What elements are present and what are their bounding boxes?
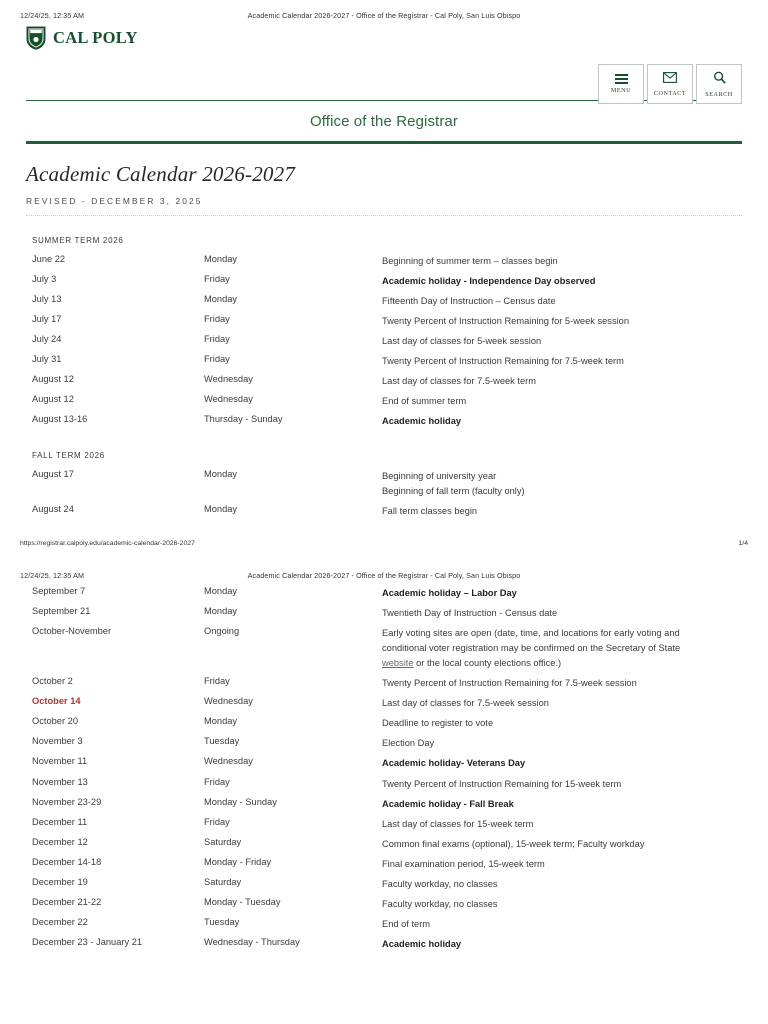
calendar-row-description <box>382 626 742 671</box>
calendar-row <box>26 271 742 291</box>
calendar-row-date: July 24 <box>32 333 62 344</box>
calendar-row-date: November 13 <box>32 776 88 787</box>
calendar-row-day: Saturday <box>204 836 242 847</box>
calendar-row-description <box>382 937 742 952</box>
calendar-row-day: Friday <box>204 776 230 787</box>
calendar-row <box>26 604 742 624</box>
calendar-row-description <box>382 857 742 872</box>
search-button[interactable] <box>696 64 742 104</box>
calendar-row-day: Monday <box>204 716 238 727</box>
calendar-row-date: August 17 <box>32 468 74 479</box>
calendar-row-description-line: Beginning of university year <box>382 470 497 481</box>
calendar-row-date: August 13-16 <box>32 413 88 424</box>
calendar-row-date: December 19 <box>32 876 88 887</box>
calendar-row-description <box>382 469 742 499</box>
calendar-row-description <box>382 797 742 812</box>
menu-button-label: MENU <box>610 86 632 94</box>
envelope-icon <box>663 71 677 87</box>
calendar-row-description-line: Beginning of summer term – classes begin <box>382 255 558 266</box>
calendar-row-description-line: Academic holiday <box>382 415 462 426</box>
revised-date: REVISED - DECEMBER 3, 2025 <box>26 196 203 206</box>
calendar-row <box>26 814 742 834</box>
calendar-row <box>26 794 742 814</box>
calendar-row-day: Ongoing <box>204 626 240 637</box>
calendar-row <box>26 311 742 331</box>
calendar-row-date: July 31 <box>32 353 62 364</box>
calendar-row-date: October 20 <box>32 716 78 727</box>
calendar-row-description <box>382 254 742 269</box>
site-header <box>0 20 768 100</box>
calendar-row-date: August 24 <box>32 504 74 515</box>
calendar-row-day: Monday <box>204 606 238 617</box>
calendar-row <box>26 714 742 734</box>
calendar-row-description-line: Last day of classes for 5-week session <box>382 335 542 346</box>
calendar-row-description <box>382 917 742 932</box>
calendar-row-day: Monday - Sunday <box>204 796 277 807</box>
calendar-row-description-line: Twentieth Day of Instruction - Census date <box>382 608 558 619</box>
calendar-row-day: Monday <box>204 293 238 304</box>
calendar-row <box>26 371 742 391</box>
page-break-spacer <box>0 547 768 571</box>
secretary-of-state-website-link[interactable]: website <box>382 658 414 669</box>
calendar-row-description-line: Twenty Percent of Instruction Remaining for 7.5-week session <box>382 678 637 689</box>
calendar-row-day: Wednesday <box>204 393 253 404</box>
contact-button[interactable] <box>647 64 693 104</box>
calendar-row-date: December 12 <box>32 836 88 847</box>
calendar-row <box>26 774 742 794</box>
calendar-row <box>26 411 742 431</box>
print-footer-page-number: 1/4 <box>738 539 748 547</box>
header-nav-buttons <box>598 64 742 104</box>
print-footer-url[interactable]: https://registrar.calpoly.edu/academic-calendar-2026-2027 <box>20 539 195 547</box>
calendar-row-day: Monday <box>204 504 238 515</box>
calendar-row-date: December 14-18 <box>32 856 102 867</box>
calendar-row <box>26 584 742 604</box>
calendar-terms-continued <box>0 580 768 955</box>
print-header-page2 <box>0 571 768 580</box>
calendar-row-description-line: End of term <box>382 918 431 929</box>
calendar-row <box>26 351 742 371</box>
calendar-row-date: December 22 <box>32 916 88 927</box>
calendar-row-description-line: Academic holiday - Independence Day observed <box>382 275 596 286</box>
calendar-row-date: June 22 <box>32 253 66 264</box>
print-header <box>0 0 768 20</box>
calendar-row-day: Friday <box>204 333 230 344</box>
print-header-title-page2: Academic Calendar 2026-2027 - Office of the Registrar - Cal Poly, San Luis Obispo <box>247 570 521 580</box>
calendar-row <box>26 874 742 894</box>
calendar-row-day: Friday <box>204 353 230 364</box>
calendar-row-description <box>382 817 742 832</box>
calendar-row-day: Friday <box>204 313 230 324</box>
calendar-row-description <box>382 504 742 519</box>
calendar-row-description-line: Fall term classes begin <box>382 506 478 517</box>
term-section <box>0 216 768 431</box>
calendar-row-date: December 21-22 <box>32 896 102 907</box>
calendar-row-date: December 23 - January 21 <box>32 936 143 947</box>
calendar-row-day: Saturday <box>204 876 242 887</box>
calendar-row-description <box>382 716 742 731</box>
calendar-row-date: July 3 <box>32 273 57 284</box>
calendar-row-date: October-November <box>32 626 112 637</box>
calendar-row-day: Thursday - Sunday <box>204 413 283 424</box>
calendar-row-day: Wednesday <box>204 756 253 767</box>
calendar-row-day: Tuesday <box>204 916 240 927</box>
calendar-row-day: Wednesday - Thursday <box>204 936 300 947</box>
calendar-row-description-line: Deadline to register to vote <box>382 718 494 729</box>
calendar-row <box>26 502 742 522</box>
calendar-row <box>26 624 742 674</box>
calendar-row-description-line: Early voting sites are open (date, time, and locations for early voting and <box>382 628 680 639</box>
calendar-row-day: Wednesday <box>204 373 253 384</box>
cal-poly-crest-icon <box>26 26 46 50</box>
menu-button[interactable] <box>598 64 644 104</box>
calendar-row-description <box>382 606 742 621</box>
calendar-row-description <box>382 354 742 369</box>
calendar-row-description-text: or the local county elections office.) <box>413 658 562 669</box>
print-footer <box>0 540 768 547</box>
calendar-row <box>26 914 742 934</box>
calendar-row-date: November 11 <box>32 756 88 767</box>
calendar-row-date: November 3 <box>32 736 83 747</box>
calendar-row-day: Monday - Tuesday <box>204 896 281 907</box>
calendar-row-date: July 17 <box>32 313 62 324</box>
calendar-row-description <box>382 676 742 691</box>
calendar-row-date: August 12 <box>32 393 74 404</box>
calendar-row <box>26 291 742 311</box>
calendar-row-date: October 14 <box>32 696 81 707</box>
calendar-row <box>26 734 742 754</box>
calendar-row-day: Monday <box>204 586 238 597</box>
calendar-row-day: Monday - Friday <box>204 856 272 867</box>
calendar-row-description-line: Academic holiday – Labor Day <box>382 588 517 599</box>
calendar-row-date: September 7 <box>32 586 86 597</box>
calendar-row-description <box>382 897 742 912</box>
calendar-row-day: Wednesday <box>204 696 253 707</box>
calendar-row-description <box>382 274 742 289</box>
calendar-row-description <box>382 777 742 792</box>
magnifier-icon <box>713 71 726 88</box>
calendar-row <box>26 694 742 714</box>
calendar-row-description-line: Last day of classes for 7.5-week term <box>382 375 536 386</box>
calendar-row-description <box>382 294 742 309</box>
cal-poly-wordmark: CAL POLY <box>53 27 138 47</box>
print-header-timestamp: 12/24/25, 12:35 AM <box>20 11 85 20</box>
term-section <box>0 431 768 521</box>
calendar-row-date: November 23-29 <box>32 796 102 807</box>
spacer <box>0 522 768 532</box>
calendar-row <box>26 466 742 501</box>
calendar-row-description-line: Last day of classes for 15-week term <box>382 818 534 829</box>
term-heading: SUMMER TERM 2026 <box>32 236 124 245</box>
calendar-row-description-line: Academic holiday <box>382 938 462 949</box>
calendar-row-description <box>382 877 742 892</box>
calendar-row <box>26 331 742 351</box>
contact-button-label: CONTACT <box>653 90 687 97</box>
calendar-row <box>26 854 742 874</box>
calendar-row-description-line: Twenty Percent of Instruction Remaining for 7.5-week term <box>382 355 624 366</box>
calendar-row <box>26 894 742 914</box>
calendar-row-date: August 12 <box>32 373 74 384</box>
calendar-row-description <box>382 696 742 711</box>
calendar-row-description-line: Faculty workday, no classes <box>382 878 498 889</box>
calendar-row-description-line: Final examination period, 15-week term <box>382 858 545 869</box>
page-title: Academic Calendar 2026-2027 <box>26 162 296 186</box>
calendar-row-day: Monday <box>204 253 238 264</box>
calendar-row-day: Monday <box>204 468 238 479</box>
calendar-row-description-line: Faculty workday, no classes <box>382 898 498 909</box>
calendar-row-description <box>382 736 742 751</box>
calendar-row-description-line: Academic holiday - Fall Break <box>382 798 514 809</box>
title-block <box>0 144 768 206</box>
calendar-row-description <box>382 837 742 852</box>
calendar-row-day: Friday <box>204 273 230 284</box>
calendar-row-description <box>382 374 742 389</box>
calendar-row-description-line: Fifteenth Day of Instruction – Census date <box>382 295 556 306</box>
calendar-row-description-line: conditional voter registration may be confirmed on the Secretary of State <box>382 643 681 654</box>
calendar-row <box>26 934 742 954</box>
calendar-row-description-line: Election Day <box>382 738 435 749</box>
calendar-row-description <box>382 314 742 329</box>
calendar-row-day: Tuesday <box>204 736 240 747</box>
print-header-title: Academic Calendar 2026-2027 - Office of the Registrar - Cal Poly, San Luis Obispo <box>247 11 521 20</box>
calendar-row-date: October 2 <box>32 676 73 687</box>
search-button-label: SEARCH <box>705 90 733 98</box>
calendar-row <box>26 754 742 774</box>
calendar-terms <box>0 216 768 522</box>
calendar-row <box>26 834 742 854</box>
calendar-row-description-line: Academic holiday- Veterans Day <box>382 758 526 769</box>
calendar-row <box>26 251 742 271</box>
department-title: Office of the Registrar <box>310 113 458 130</box>
calendar-row-description <box>382 414 742 429</box>
calendar-row-description-line <box>382 656 742 671</box>
cal-poly-logo[interactable] <box>26 20 742 50</box>
calendar-row-description-line: Beginning of fall term (faculty only) <box>382 485 525 496</box>
term-heading: FALL TERM 2026 <box>32 451 105 461</box>
calendar-row-date: July 13 <box>32 293 62 304</box>
calendar-row-description-line: Last day of classes for 7.5-week session <box>382 698 549 709</box>
calendar-row-day: Friday <box>204 816 230 827</box>
calendar-row-description-line: Common final exams (optional), 15-week term; Faculty workday <box>382 838 645 849</box>
calendar-row-description-line: Twenty Percent of Instruction Remaining for 5-week session <box>382 315 629 326</box>
calendar-row-date: September 21 <box>32 606 91 617</box>
calendar-row-day: Friday <box>204 676 230 687</box>
calendar-row-description <box>382 394 742 409</box>
calendar-row <box>26 391 742 411</box>
calendar-row-description-line: Twenty Percent of Instruction Remaining for 15-week term <box>382 778 622 789</box>
calendar-row-description-line: End of summer term <box>382 395 467 406</box>
calendar-row-description <box>382 756 742 771</box>
calendar-row-date: December 11 <box>32 816 88 827</box>
print-header-timestamp-page2: 12/24/25, 12:35 AM <box>20 570 85 580</box>
calendar-row-description <box>382 334 742 349</box>
calendar-row <box>26 674 742 694</box>
calendar-row-description <box>382 586 742 601</box>
hamburger-icon <box>615 74 628 84</box>
